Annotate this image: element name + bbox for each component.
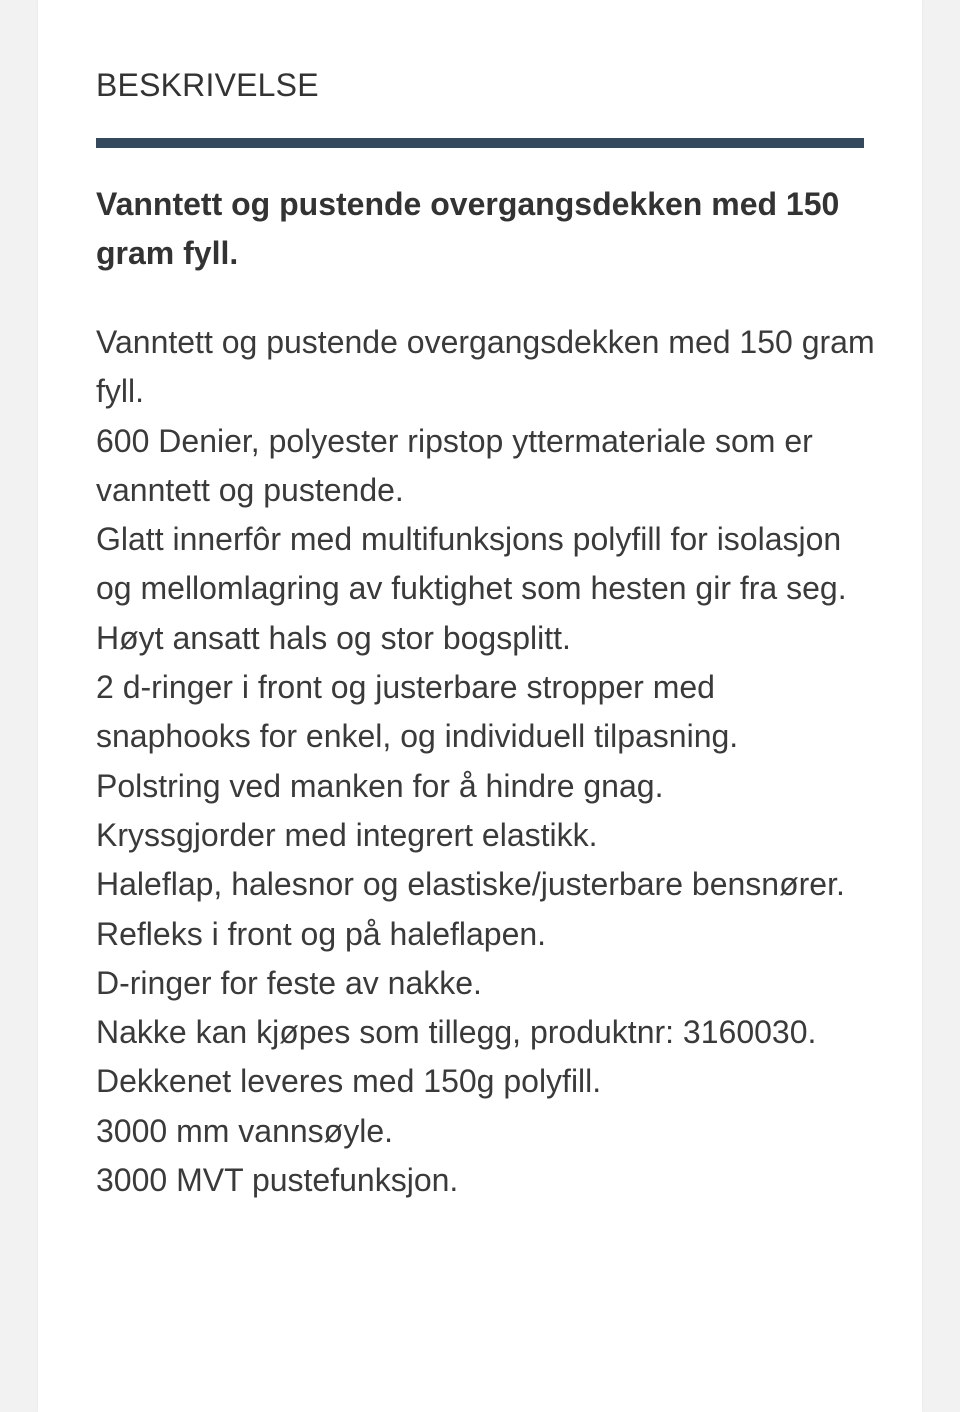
description-lead: Vanntett og pustende overgangsdekken med 150 gram fyll.: [96, 186, 840, 271]
description-line: Nakke kan kjøpes som tillegg, produktnr: 3160030.: [96, 1014, 817, 1051]
description-line: Glatt innerfôr med multifunksjons polyfill for isolasjon og mellomlagring av fuktighet som hesten gir fra seg.: [96, 521, 847, 607]
title-divider: [96, 138, 864, 148]
description-line: Vanntett og pustende overgangsdekken med 150 gram fyll.: [96, 324, 875, 410]
description-line: 600 Denier, polyester ripstop yttermateriale som er vanntett og pustende.: [96, 422, 813, 508]
description-line: 3000 mm vannsøyle.: [96, 1112, 394, 1149]
description-line: Dekkenet leveres med 150g polyfill.: [96, 1063, 602, 1100]
description-line: Kryssgjorder med integrert elastikk.: [96, 816, 598, 853]
description-body: [96, 318, 876, 1205]
section-title: BESKRIVELSE: [96, 67, 319, 103]
description-line: 2 d-ringer i front og justerbare stropper med snaphooks for enkel, og individuell tilpasning.: [96, 669, 739, 755]
description-line: 3000 MVT pustefunksjon.: [96, 1162, 459, 1199]
description-line: Høyt ansatt hals og stor bogsplitt.: [96, 619, 571, 656]
description-line: Polstring ved manken for å hindre gnag.: [96, 767, 664, 804]
description-line: D-ringer for feste av nakke.: [96, 964, 482, 1001]
description-line: Refleks i front og på haleflapen.: [96, 915, 547, 952]
description-line: Haleflap, halesnor og elastiske/justerbare bensnører.: [96, 866, 845, 903]
description-card: [38, 0, 922, 1412]
